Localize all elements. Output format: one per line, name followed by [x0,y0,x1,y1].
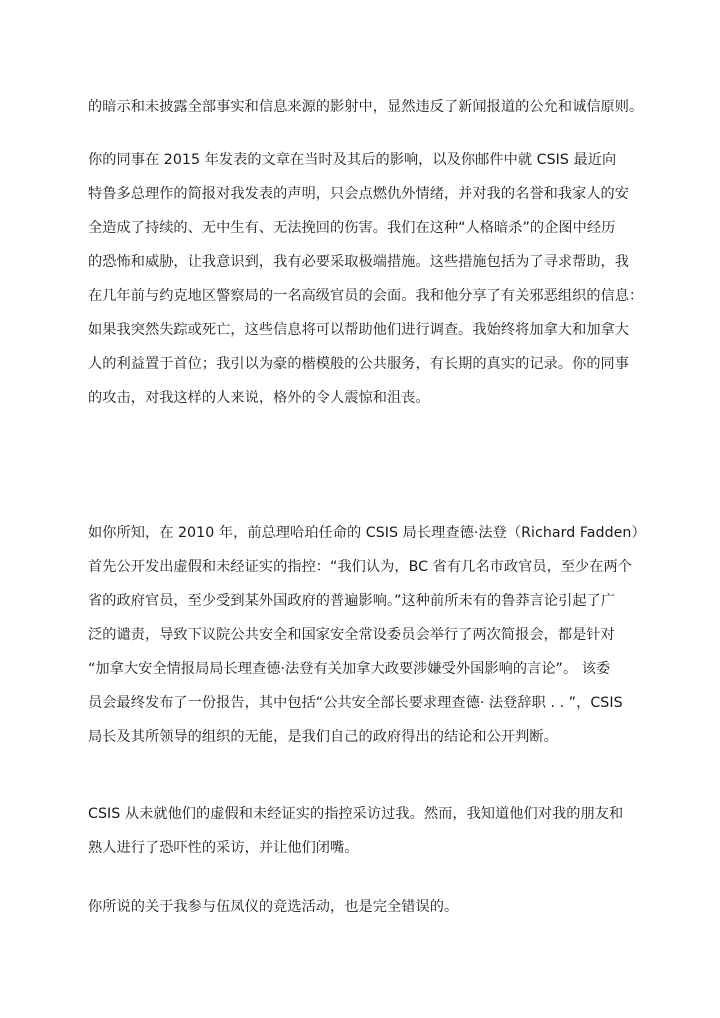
paragraph [88,516,648,754]
text-line: 省的政府官员，至少受到某外国政府的普遍影响。”这种前所未有的鲁莽言论引起了广 [88,593,616,609]
paragraph [88,890,648,924]
text-line: 首先公开发出虚假和未经证实的指控：“我们认为，BC 省有几名市政官员，至少在两个 [88,559,633,575]
paragraph [88,143,648,415]
text-line: 的暗示和未披露全部事实和信息来源的影射中，显然违反了新闻报道的公允和诚信原则。 [88,99,644,115]
paragraph [88,90,648,124]
text-line: 局长及其所领导的组织的无能，是我们自己的政府得出的结论和公开判断。 [88,729,558,745]
text-line: 全造成了持续的、无中生有、无法挽回的伤害。我们在这种“人格暗杀”的企图中经历 [88,220,616,236]
text-line: 员会最终发布了一份报告，其中包括“公共安全部长要求理查德· 法登辞职 . . ”，CSIS [88,695,623,711]
text-line: 如果我突然失踪或死亡，这些信息将可以帮助他们进行调查。我始终将加拿大和加拿大 [88,322,630,338]
text-line: “加拿大安全情报局局长理查德·法登有关加拿大政要涉嫌受外国影响的言论”。 该委 [88,661,611,677]
text-line: 在几年前与约克地区警察局的一名高级官员的会面。我和他分享了有关邪恶组织的信息： [88,288,644,304]
text-line: 特鲁多总理作的简报对我发表的声明，只会点燃仇外情绪，并对我的名誉和我家人的安 [88,186,630,202]
text-line: 熟人进行了恐吓性的采访，并让他们闭嘴。 [88,840,359,856]
text-line: 的攻击，对我这样的人来说，格外的令人震惊和沮丧。 [88,390,430,406]
text-line: 如你所知，在 2010 年，前总理哈珀任命的 CSIS 局长理查德·法登（Richard Fadden） [88,525,646,541]
text-line: 你的同事在 2015 年发表的文章在当时及其后的影响，以及你邮件中就 CSIS 最近向 [88,152,617,168]
text-line: CSIS 从未就他们的虚假和未经证实的指控采访过我。然而，我知道他们对我的朋友和 [88,806,624,822]
text-line: 的恐怖和威胁，让我意识到，我有必要采取极端措施。这些措施包括为了寻求帮助，我 [88,254,630,270]
text-line: 你所说的关于我参与伍凤仪的竞选活动，也是完全错误的。 [88,899,459,915]
paragraph [88,797,648,865]
text-line: 泛的谴责，导致下议院公共安全和国家安全常设委员会举行了两次简报会，都是针对 [88,627,615,643]
text-line: 人的利益置于首位；我引以为豪的楷模般的公共服务，有长期的真实的记录。你的同事 [88,356,630,372]
